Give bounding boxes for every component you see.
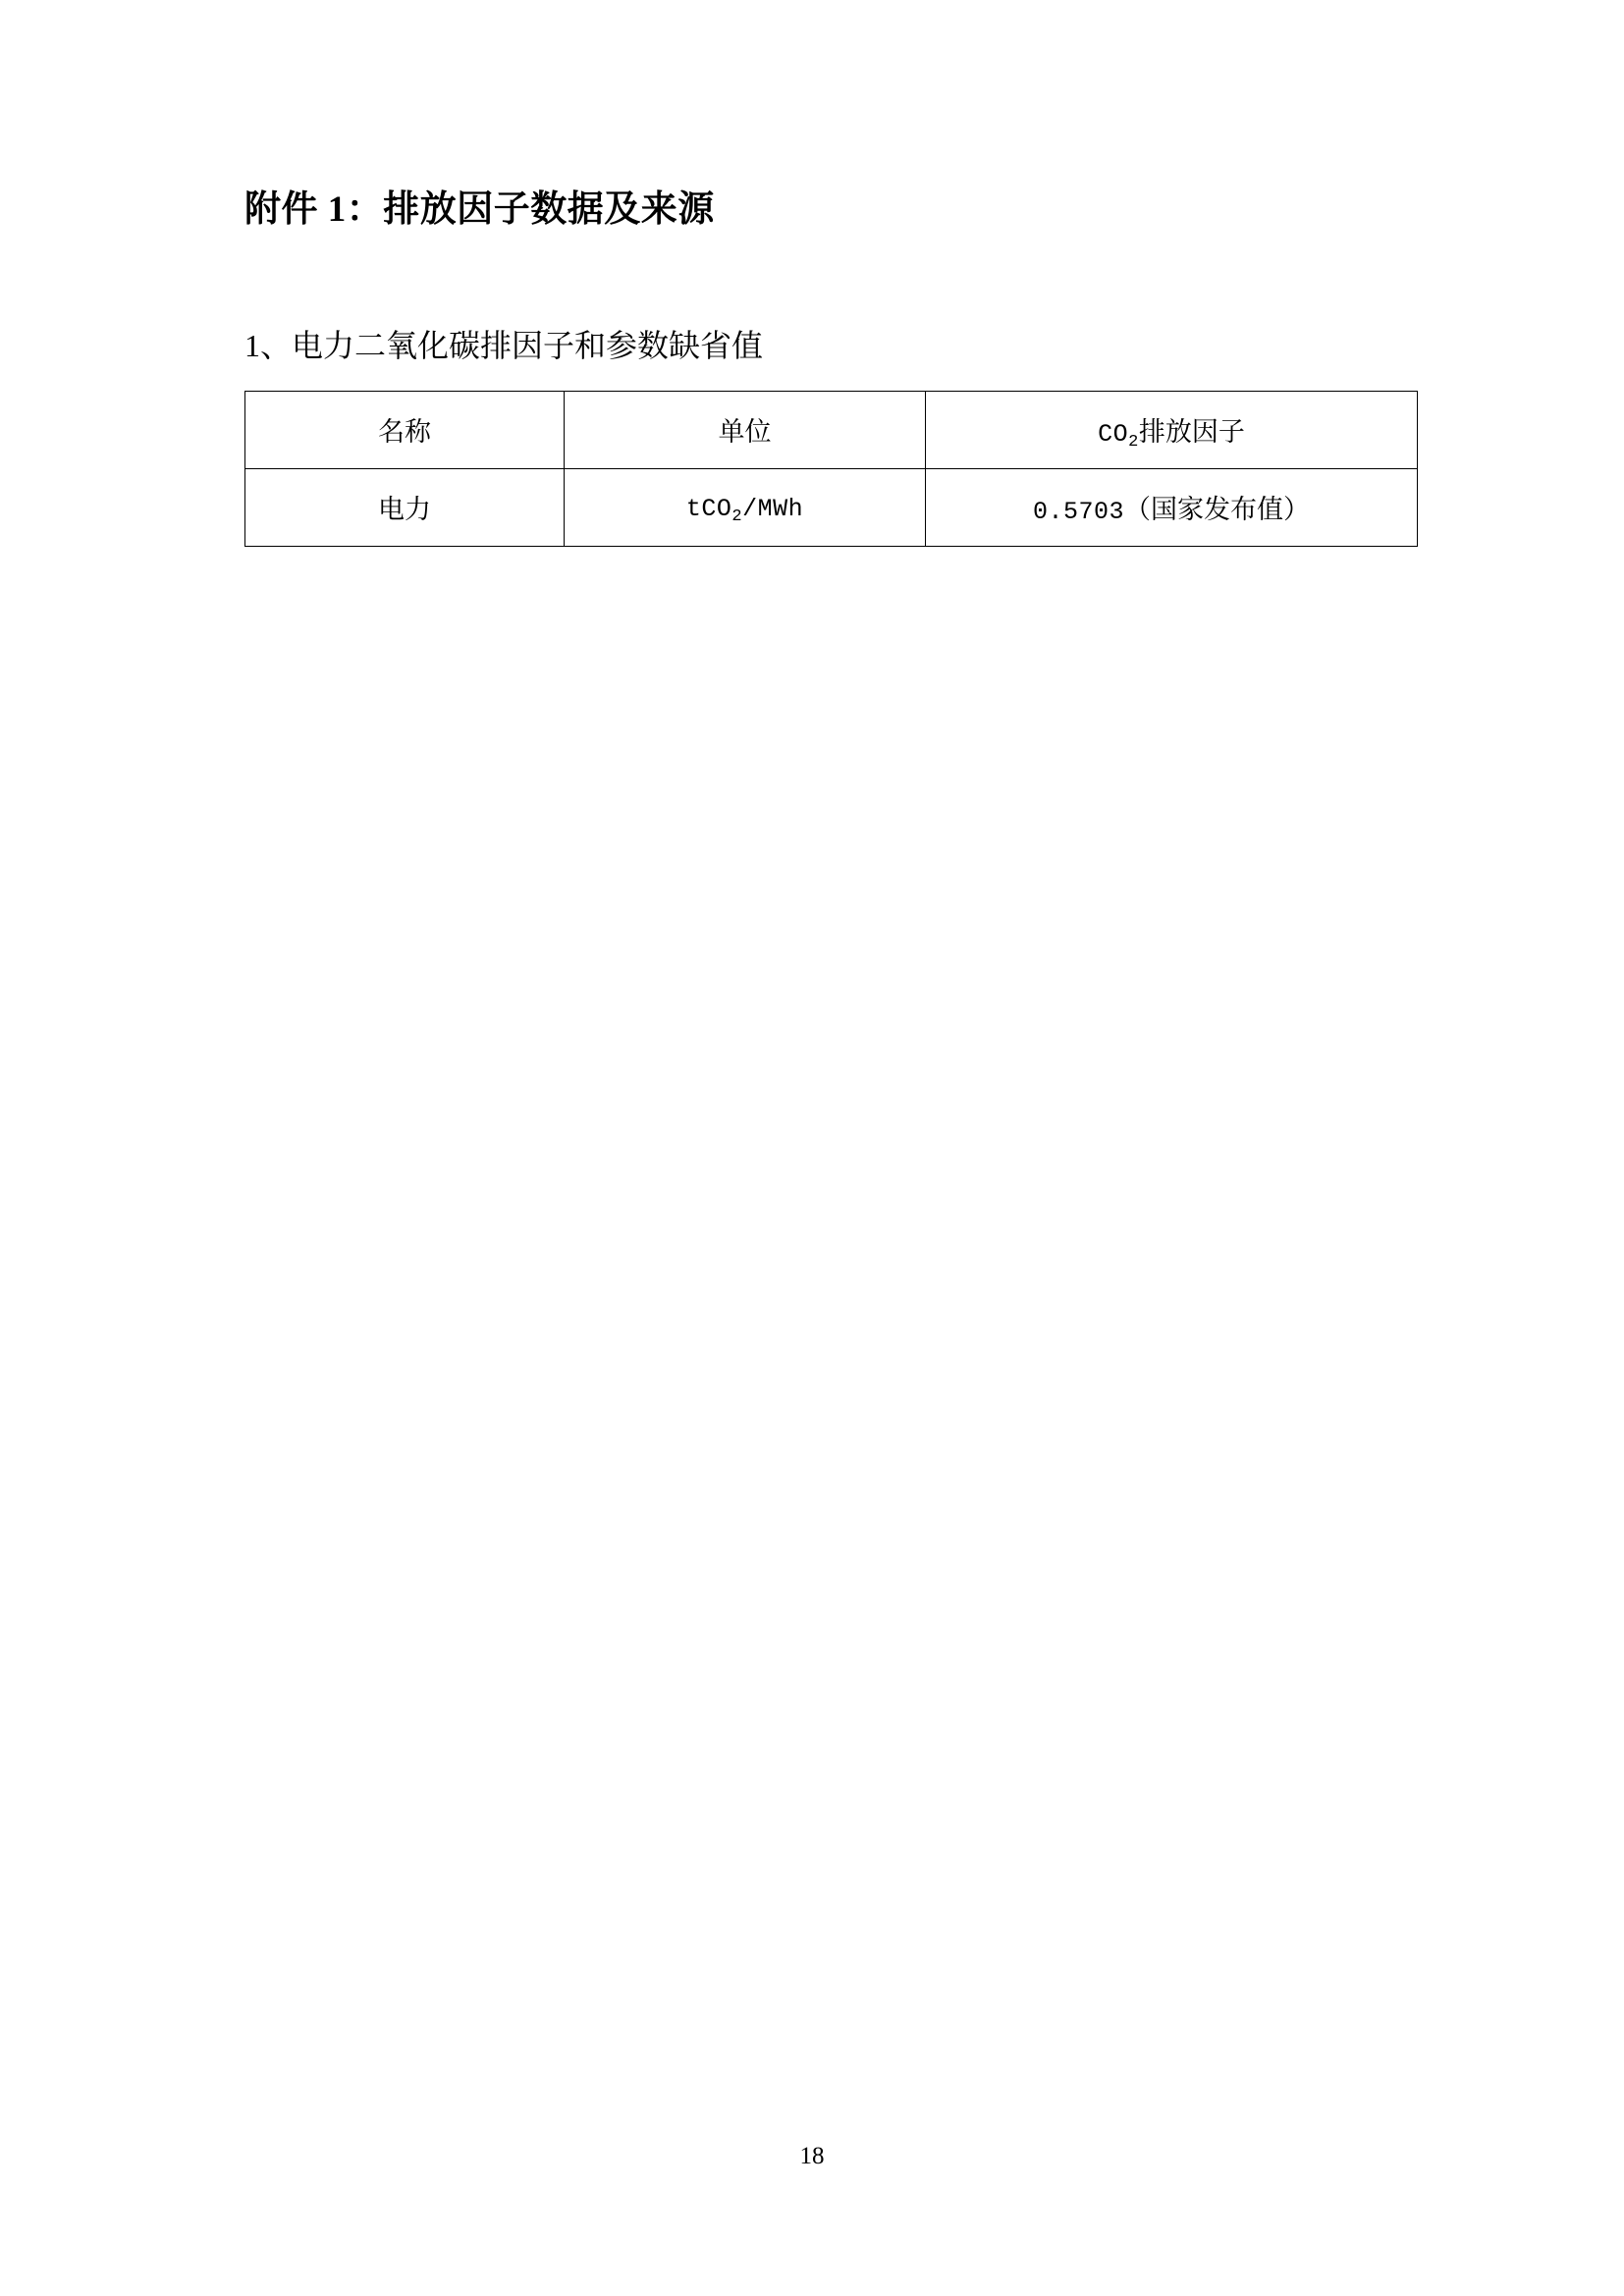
page-title: 附件 1：排放因子数据及来源 [244, 189, 715, 230]
factor-header-formula: $CO_2$ [1098, 420, 1139, 453]
page-content [244, 185, 1383, 547]
column-header-name: 名称 [245, 391, 565, 468]
cell-name: 电力 [245, 468, 565, 546]
column-header-factor: $CO_2$排放因子 [926, 391, 1418, 468]
section-heading: 1、电力二氧化碳排因子和参数缺省值 [244, 327, 764, 363]
table-header-row [245, 391, 1418, 468]
factor-value-note: （国家发布值） [1124, 495, 1310, 525]
column-header-unit: 单位 [565, 391, 926, 468]
unit-formula: tCO$_2$/MWh [685, 494, 804, 526]
cell-factor-value [926, 468, 1418, 546]
cell-unit [565, 468, 926, 546]
emission-factor-table [244, 391, 1418, 547]
factor-value: 0.5703 [1032, 498, 1124, 527]
table-row [245, 468, 1418, 546]
page-number: 18 [799, 2143, 825, 2169]
